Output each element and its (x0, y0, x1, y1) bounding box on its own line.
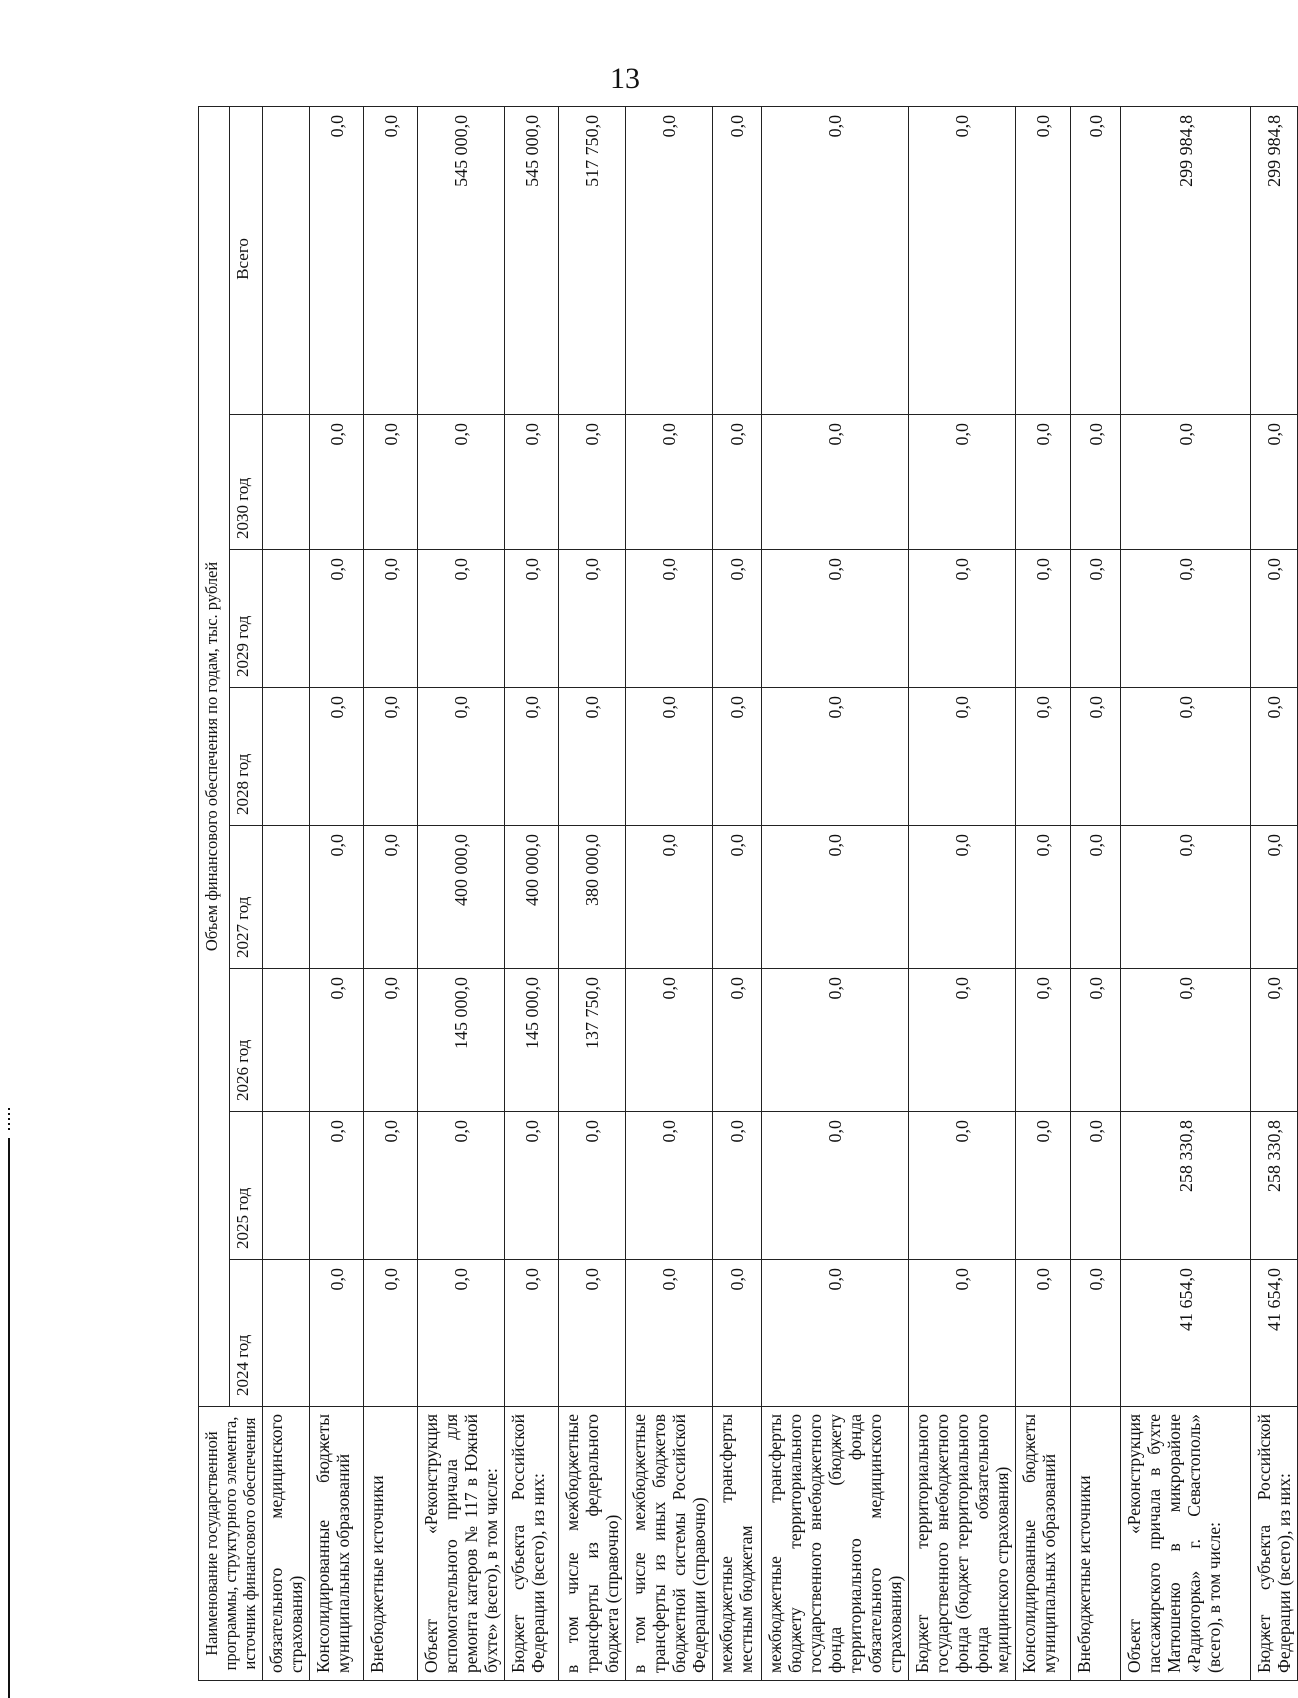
value-cell: 0,0 (418, 688, 505, 826)
header-year: 2025 год (230, 1112, 263, 1260)
value-cell: 0,0 (1071, 969, 1121, 1112)
value-cell: 0,0 (310, 826, 364, 969)
value-cell: 145 000,0 (505, 969, 559, 1112)
value-cell: 0,0 (1251, 415, 1298, 550)
value-cell: 0,0 (418, 415, 505, 550)
value-cell: 0,0 (1251, 969, 1298, 1112)
header-year: 2024 год (230, 1260, 263, 1407)
row-label: межбюджетные трансферты местным бюджетам (713, 1407, 762, 1681)
continuation-row (263, 106, 310, 1680)
value-cell: 0,0 (418, 550, 505, 688)
header-year: 2029 год (230, 550, 263, 688)
value-cell: 0,0 (909, 1260, 1016, 1407)
value-cell: 0,0 (626, 1260, 713, 1407)
total-cell: 0,0 (1071, 106, 1121, 414)
table-row (1016, 106, 1071, 1680)
total-cell: 545 000,0 (418, 106, 505, 414)
total-cell: 299 984,8 (1251, 106, 1298, 414)
total-cell: 299 984,8 (1121, 106, 1251, 414)
value-cell: 0,0 (505, 688, 559, 826)
total-cell: 0,0 (1016, 106, 1071, 414)
value-cell: 0,0 (1071, 550, 1121, 688)
row-label: Объект «Реконструкция вспомогательного причала для ремонта катеров № 117 в Южной бухте» (всего), в том числе: (418, 1407, 505, 1681)
rotated-table-canvas (198, 107, 1294, 1681)
total-cell: 0,0 (310, 106, 364, 414)
page-number: 13 (610, 62, 640, 95)
value-cell: 380 000,0 (559, 826, 626, 969)
value-cell: 0,0 (559, 1260, 626, 1407)
value-cell: 0,0 (1121, 688, 1251, 826)
value-cell: 0,0 (626, 826, 713, 969)
table-row (762, 106, 909, 1680)
continuation-text: обязательного медицинского страхования) (263, 1407, 310, 1681)
value-cell: 0,0 (762, 826, 909, 969)
value-cell: 0,0 (713, 969, 762, 1112)
row-label: Внебюджетные источники (364, 1407, 418, 1681)
value-cell: 0,0 (505, 1260, 559, 1407)
value-cell: 0,0 (626, 415, 713, 550)
value-cell: 0,0 (310, 1260, 364, 1407)
value-cell: 0,0 (1121, 969, 1251, 1112)
value-cell: 41 654,0 (1121, 1260, 1251, 1407)
value-cell: 0,0 (626, 688, 713, 826)
value-cell: 400 000,0 (418, 826, 505, 969)
row-label: Бюджет территориального государственного внебюджетного фонда (бюджет территориального фонда обязательного медицинского страхования) (909, 1407, 1016, 1681)
table-row (1251, 106, 1298, 1680)
value-cell: 0,0 (713, 688, 762, 826)
header-group: Объем финансового обеспечения по годам, тыс. рублей (199, 106, 230, 1406)
value-cell: 0,0 (310, 415, 364, 550)
value-cell: 0,0 (1121, 550, 1251, 688)
value-cell: 137 750,0 (559, 969, 626, 1112)
value-cell: 0,0 (418, 1112, 505, 1260)
value-cell: 0,0 (505, 550, 559, 688)
value-cell: 0,0 (1071, 688, 1121, 826)
value-cell: 0,0 (310, 1112, 364, 1260)
value-cell: 0,0 (364, 826, 418, 969)
value-cell: 0,0 (713, 1112, 762, 1260)
value-cell: 0,0 (909, 415, 1016, 550)
total-cell: 545 000,0 (505, 106, 559, 414)
value-cell: 0,0 (762, 550, 909, 688)
table-row (559, 106, 626, 1680)
binding-line (8, 1138, 10, 1698)
rotated-table-container (198, 107, 1294, 1681)
value-cell: 41 654,0 (1251, 1260, 1298, 1407)
value-cell: 145 000,0 (418, 969, 505, 1112)
value-cell: 258 330,8 (1121, 1112, 1251, 1260)
value-cell: 0,0 (909, 1112, 1016, 1260)
header-year: 2028 год (230, 688, 263, 826)
value-cell: 0,0 (762, 1112, 909, 1260)
table-row (1121, 106, 1251, 1680)
value-cell: 0,0 (364, 415, 418, 550)
row-label: межбюджетные трансферты бюджету территориального государственного внебюджетного фонда (бюджету территориального фонда обязательного медицинского страхования) (762, 1407, 909, 1681)
value-cell: 0,0 (1016, 415, 1071, 550)
value-cell: 0,0 (1071, 1260, 1121, 1407)
value-cell: 258 330,8 (1251, 1112, 1298, 1260)
value-cell: 0,0 (762, 688, 909, 826)
row-label: в том числе межбюджетные трансферты из федерального бюджета (справочно) (559, 1407, 626, 1681)
header-year: 2030 год (230, 415, 263, 550)
value-cell: 0,0 (1121, 415, 1251, 550)
value-cell: 0,0 (364, 969, 418, 1112)
row-label: Бюджет субъекта Российской Федерации (всего), из них: (505, 1407, 559, 1681)
value-cell: 0,0 (909, 688, 1016, 826)
value-cell: 0,0 (1016, 826, 1071, 969)
value-cell: 0,0 (713, 415, 762, 550)
total-cell: 517 750,0 (559, 106, 626, 414)
table-row (364, 106, 418, 1680)
header-name-column: Наименование государственной программы, структурного элемента, источник финансового обеспечения (199, 1407, 263, 1681)
value-cell: 0,0 (1016, 969, 1071, 1112)
value-cell: 0,0 (1071, 1112, 1121, 1260)
total-cell: 0,0 (762, 106, 909, 414)
value-cell: 0,0 (713, 550, 762, 688)
value-cell: 0,0 (505, 415, 559, 550)
total-cell: 0,0 (626, 106, 713, 414)
value-cell: 0,0 (559, 415, 626, 550)
value-cell: 0,0 (626, 969, 713, 1112)
row-label: Консолидированные бюджеты муниципальных образований (1016, 1407, 1071, 1681)
total-cell: 0,0 (364, 106, 418, 414)
value-cell: 0,0 (505, 1112, 559, 1260)
total-cell: 0,0 (713, 106, 762, 414)
table-row (310, 106, 364, 1680)
value-cell: 0,0 (762, 1260, 909, 1407)
value-cell: 0,0 (1251, 688, 1298, 826)
header-year: 2027 год (230, 826, 263, 969)
financing-table (198, 106, 1298, 1681)
row-label: Консолидированные бюджеты муниципальных образований (310, 1407, 364, 1681)
value-cell: 0,0 (310, 688, 364, 826)
value-cell: 0,0 (626, 1112, 713, 1260)
value-cell: 0,0 (1016, 550, 1071, 688)
row-label: в том числе межбюджетные трансферты из иных бюджетов бюджетной системы Российской Федерации (справочно) (626, 1407, 713, 1681)
binding-dots (8, 1108, 10, 1132)
table-row (626, 106, 713, 1680)
table-row (909, 106, 1016, 1680)
row-label: Бюджет субъекта Российской Федерации (всего), из них: (1251, 1407, 1298, 1681)
table-row (505, 106, 559, 1680)
value-cell: 0,0 (762, 415, 909, 550)
value-cell: 0,0 (626, 550, 713, 688)
value-cell: 0,0 (418, 1260, 505, 1407)
row-label: Внебюджетные источники (1071, 1407, 1121, 1681)
header-total: Всего (230, 106, 263, 414)
value-cell: 0,0 (713, 1260, 762, 1407)
value-cell: 0,0 (1071, 826, 1121, 969)
value-cell: 0,0 (1016, 1112, 1071, 1260)
value-cell: 0,0 (1016, 688, 1071, 826)
value-cell: 0,0 (364, 1260, 418, 1407)
value-cell: 0,0 (310, 550, 364, 688)
value-cell: 0,0 (559, 550, 626, 688)
value-cell: 0,0 (909, 826, 1016, 969)
value-cell: 0,0 (364, 550, 418, 688)
value-cell: 0,0 (909, 969, 1016, 1112)
value-cell: 0,0 (1251, 826, 1298, 969)
value-cell: 400 000,0 (505, 826, 559, 969)
value-cell: 0,0 (1071, 415, 1121, 550)
table-row (713, 106, 762, 1680)
value-cell: 0,0 (559, 688, 626, 826)
row-label: Объект «Реконструкция пассажирского причала в бухте Матюшенко в микрорайоне «Радиогорка» г. Севастополь» (всего), в том числе: (1121, 1407, 1251, 1681)
total-cell: 0,0 (909, 106, 1016, 414)
value-cell: 0,0 (909, 550, 1016, 688)
value-cell: 0,0 (364, 1112, 418, 1260)
table-row (1071, 106, 1121, 1680)
value-cell: 0,0 (559, 1112, 626, 1260)
value-cell: 0,0 (762, 969, 909, 1112)
value-cell: 0,0 (713, 826, 762, 969)
value-cell: 0,0 (1251, 550, 1298, 688)
table-row (418, 106, 505, 1680)
header-year: 2026 год (230, 969, 263, 1112)
value-cell: 0,0 (1016, 1260, 1071, 1407)
value-cell: 0,0 (1121, 826, 1251, 969)
value-cell: 0,0 (310, 969, 364, 1112)
value-cell: 0,0 (364, 688, 418, 826)
